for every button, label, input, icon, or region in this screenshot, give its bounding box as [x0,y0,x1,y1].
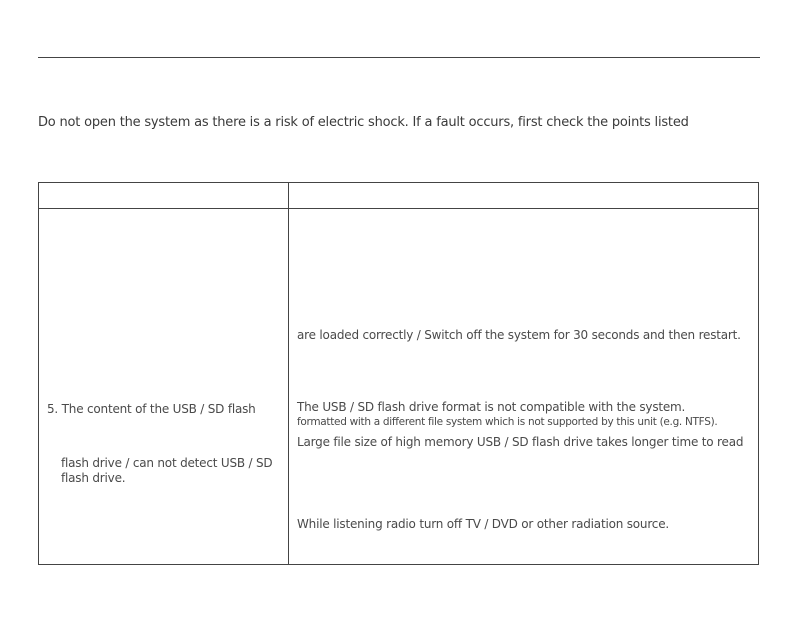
problem-line-2: flash drive / can not detect USB / SD [61,456,273,470]
solution-line-1: are loaded correctly / Switch off the system for 30 seconds and then restart. [297,328,741,342]
problem-line-1: 5. The content of the USB / SD flash [47,402,256,416]
problem-line-3: flash drive. [61,471,126,485]
troubleshooting-table [38,182,759,565]
top-divider [38,57,760,58]
table-header-divider [39,208,758,209]
solution-line-5: While listening radio turn off TV / DVD or other radiation source. [297,517,670,531]
intro-text: Do not open the system as there is a risk of electric shock. If a fault occurs, first check the points listed [38,115,689,130]
table-column-divider [288,183,289,564]
solution-line-2: The USB / SD flash drive format is not compatible with the system. [297,400,686,414]
solution-line-4: Large file size of high memory USB / SD flash drive takes longer time to read [297,435,744,449]
solution-line-3: formatted with a different file system which is not supported by this unit (e.g. NTFS). [297,416,718,428]
